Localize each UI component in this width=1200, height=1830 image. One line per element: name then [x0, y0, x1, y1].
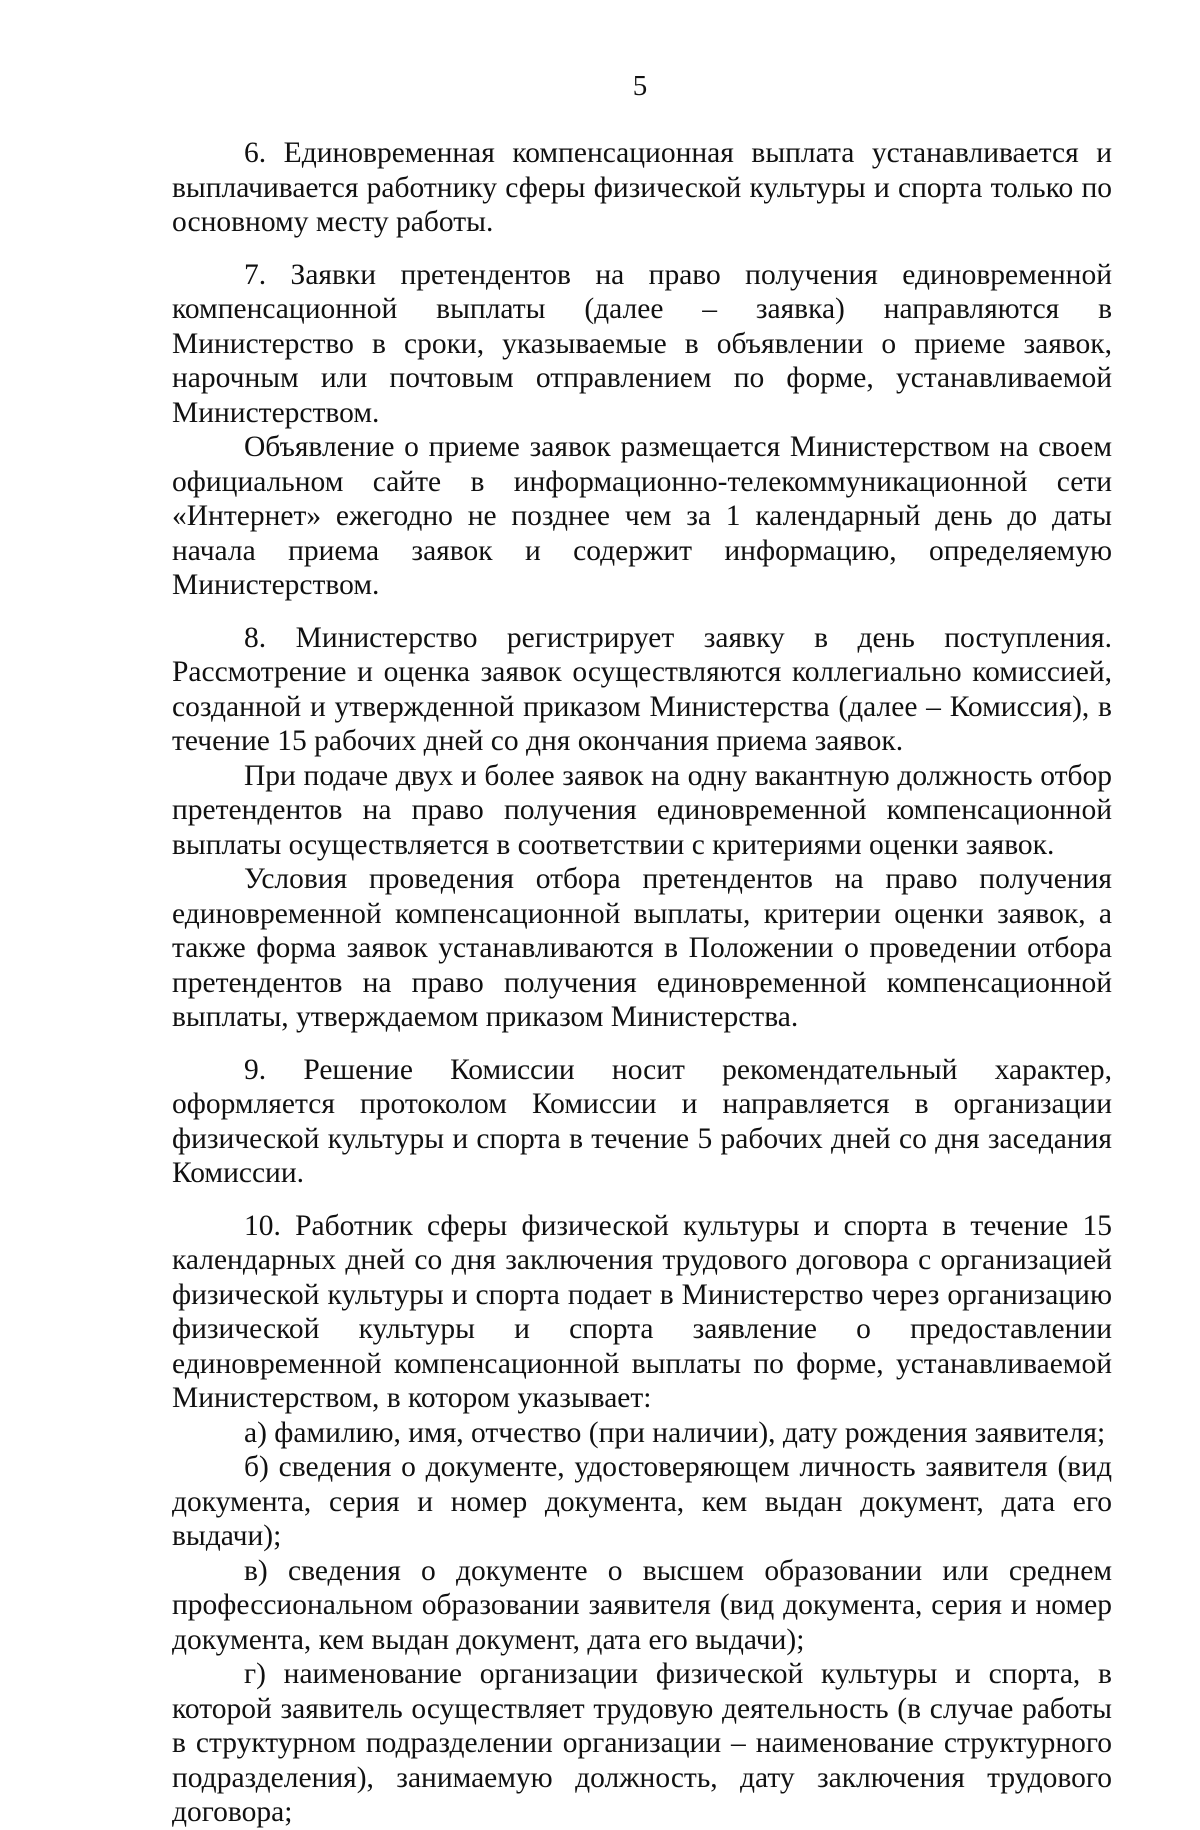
paragraph-7-announcement: Объявление о приеме заявок размещается Министерством на своем официальном сайте в информационно-телекоммуникационной сети «Интернет» ежегодно не позднее чем за 1 календарный день до даты начала приема заявок и содержит информацию, определяемую Министерством. — [172, 431, 1112, 601]
paragraph-8-conditions: Условия проведения отбора претендентов на право получения единовременной компенсационной выплаты, критерии оценки заявок, а также форма заявок устанавливаются в Положении о проведении отбора претендентов на право получения единовременной компенсационной выплаты, утверждаемом приказом Министерства. — [172, 863, 1112, 1033]
page-number: 5 — [632, 70, 648, 102]
paragraph-9: 9. Решение Комиссии носит рекомендательный характер, оформляется протоколом Комиссии и направляется в организации физической культуры и спорта в течение 5 рабочих дней со дня заседания Комиссии. — [172, 1053, 1112, 1189]
list-item-a: а) фамилию, имя, отчество (при наличии), дату рождения заявителя; — [244, 1416, 1106, 1449]
paragraph-8-selection: При подаче двух и более заявок на одну вакантную должность отбор претендентов на право получения единовременной компенсационной выплаты осуществляется в соответствии с критериями оценки заявок. — [172, 759, 1112, 861]
paragraph-10: 10. Работник сферы физической культуры и спорта в течение 15 календарных дней со дня заключения трудового договора с организацией физической культуры и спорта подает в Министерство через организацию физической культуры и спорта заявление о предоставлении единовременной компенсационной выплаты по форме, устанавливаемой Министерством, в котором указывает: — [172, 1209, 1112, 1414]
paragraph-6: 6. Единовременная компенсационная выплата устанавливается и выплачивается работнику сферы физической культуры и спорта только по основному месту работы. — [172, 137, 1112, 238]
list-item-g: г) наименование организации физической культуры и спорта, в которой заявитель осуществляет трудовую деятельность (в случае работы в структурном подразделении организации – наименование структурного подразделения), занимаемую должность, дату заключения трудового договора; — [172, 1658, 1112, 1828]
paragraph-8: 8. Министерство регистрирует заявку в день поступления. Рассмотрение и оценка заявок осуществляются коллегиально комиссией, созданной и утвержденной приказом Министерства (далее – Комиссия), в течение 15 рабочих дней со дня окончания приема заявок. — [172, 621, 1112, 757]
list-item-v: в) сведения о документе о высшем образовании или среднем профессиональном образовании заявителя (вид документа, серия и номер документа, кем выдан документ, дата его выдачи); — [172, 1554, 1112, 1656]
list-item-b: б) сведения о документе, удостоверяющем личность заявителя (вид документа, серия и номер документа, кем выдан документ, дата его выдачи); — [172, 1451, 1112, 1552]
document-body — [172, 136, 1112, 1830]
paragraph-7: 7. Заявки претендентов на право получения единовременной компенсационной выплаты (далее – заявка) направляются в Министерство в сроки, указываемые в объявлении о приеме заявок, нарочным или почтовым отправлением по форме, устанавливаемой Министерством. — [172, 258, 1112, 429]
